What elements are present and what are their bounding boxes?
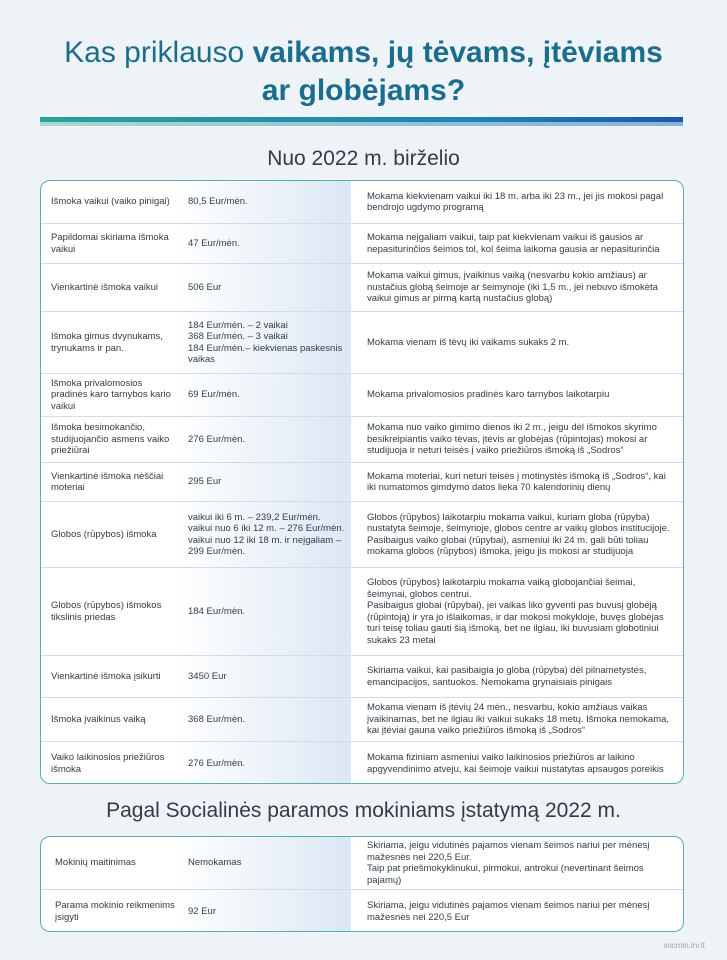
section1-heading: Nuo 2022 m. birželio [267, 147, 460, 170]
row-desc: Globos (rūpybos) laikotarpiu mokama vaikui, kuriam globa (rūpyba) nustatyta šeimoje, šeimynoje, globos centre ar vaikų globos institucijoje. Pasibaigus vaiko globai (rūpybai), asmeniui iki 24 m. gali būti toliau mokama globos (rūpybos) išmoka, jeigu jis mokosi ar studijuoja [367, 511, 670, 557]
row-name: Parama mokinio reikmenims įsigyti [55, 900, 175, 923]
row-amount: 295 Eur [188, 476, 222, 488]
row-desc: Mokama nuo vaiko gimimo dienos iki 2 m., jeigu dėl išmokos skyrimo besikreipiantis vaiko tėvas, įtėvis ar globėjas (rūpintojas) mokosi ar studijuoja ir neturi teisės į vaiko priežiūros išmoką iš „Sodros“ [367, 422, 657, 457]
page-title [0, 34, 727, 110]
row-desc: Mokama neįgaliam vaikui, taip pat kiekvienam vaikui iš gausios ar nepasiturinčios šeimos tol, kol šeima laikoma gausia ar nepasiturinčia [367, 232, 660, 255]
row-amount: Nemokamas [188, 857, 242, 869]
table-row [41, 501, 683, 567]
row-name: Globos (rūpybos) išmoka [51, 528, 157, 540]
row-amount: 276 Eur/mėn. [188, 433, 246, 445]
row-amount: 276 Eur/mėn. [188, 757, 246, 769]
row-amount: 3450 Eur [188, 670, 227, 682]
row-amount: 92 Eur [188, 905, 216, 917]
row-name: Vienkartinė išmoka įsikurti [51, 670, 161, 682]
student-support-table [40, 836, 684, 932]
row-name: Išmoka įvaikinus vaiką [51, 713, 146, 725]
row-desc: Skiriama vaikui, kai pasibaigia jo globa (rūpyba) dėl pilnametystės, emancipacijos, santuokos. Nemokama grynaisiais pinigais [367, 665, 647, 688]
table-row [41, 462, 683, 501]
row-name: Papildomai skiriama išmoka vaikui [51, 232, 169, 255]
row-name: Išmoka besimokančio, studijuojančio asmens vaiko priežiūrai [51, 422, 170, 457]
site-url: socmin.lrv.lt [663, 941, 705, 950]
row-name: Išmoka vaikui (vaiko pinigai) [51, 196, 170, 208]
row-amount: 47 Eur/mėn. [188, 237, 240, 249]
decorative-band [40, 117, 683, 126]
table-row [41, 567, 683, 655]
table-row [41, 416, 683, 462]
table-row [41, 223, 683, 263]
row-amount: 506 Eur [188, 281, 222, 293]
row-amount: 69 Eur/mėn. [188, 389, 240, 401]
row-amount: 80,5 Eur/mėn. [188, 196, 248, 208]
table-row [41, 181, 683, 223]
benefits-table [40, 180, 684, 784]
row-desc: Mokama privalomosios pradinės karo tarnybos laikotarpiu [367, 389, 610, 401]
row-name: Mokinių maitinimas [55, 857, 136, 869]
row-name: Išmoka gimus dvynukams, trynukams ir pan. [51, 331, 163, 354]
table-row [41, 889, 683, 932]
row-amount: 368 Eur/mėn. [188, 713, 246, 725]
row-amount: 184 Eur/mėn. [188, 605, 246, 617]
row-amount: 184 Eur/mėn. – 2 vaikai 368 Eur/mėn. – 3 vaikai 184 Eur/mėn.– kiekvienas paskesnis vaikas [188, 319, 343, 365]
row-desc: Mokama kiekvienam vaikui iki 18 m. arba iki 23 m., jei jis mokosi pagal bendrojo ugdymo programą [367, 190, 664, 213]
row-name: Vienkartinė išmoka vaikui [51, 281, 159, 293]
row-desc: Mokama fiziniam asmeniui vaiko laikinosios priežiūros ar laikino apgyvendinimo atveju, kai šeimoje vaikui nustatytas apsaugos poreikis [367, 752, 664, 775]
row-desc: Skiriama, jeigu vidutinės pajamos vienam šeimos nariui per mėnesį mažesnės nei 220,5 Eur [367, 900, 650, 923]
row-name: Vienkartinė išmoka nėščiai moteriai [51, 470, 164, 493]
row-name: Globos (rūpybos) išmokos tikslinis priedas [51, 600, 162, 623]
table-row [41, 741, 683, 784]
row-amount: vaikui iki 6 m. – 239,2 Eur/mėn. vaikui nuo 6 iki 12 m. – 276 Eur/mėn. vaikui nuo 12 iki 18 m. ir neįgaliam – 299 Eur/mėn. [188, 511, 345, 557]
row-name: Išmoka privalomosios pradinės karo tarnybos kario vaikui [51, 377, 171, 412]
row-desc: Globos (rūpybos) laikotarpiu mokama vaiką globojančiai šeimai, šeimynai, globos centrui. Pasibaigus globai (rūpybai), jei vaikas liko gyventi pas buvusį globėją (rūpintoją) ir yra jo išlaikomas, ir dar mokosi mokykloje, buvęs globėjas turi teisę toliau gauti šią išmoką, bet ne ilgiau, iki buvusiam globotiniui sukaks 23 metai [367, 577, 664, 646]
row-desc: Mokama vienam iš tėvų iki vaikams sukaks 2 m. [367, 336, 570, 348]
row-desc: Skiriama, jeigu vidutinės pajamos vienam šeimos nariui per mėnesį mažesnės nei 220,5 Eur. Taip pat priešmokyklinukui, pirmokui, antrokui (nevertinant šeimos pajamų) [367, 840, 650, 886]
table-row [41, 263, 683, 311]
table-row [41, 837, 683, 889]
title-bold-line2: ar globėjams? [261, 74, 466, 107]
table-row [41, 697, 683, 741]
section2-heading: Pagal Socialinės paramos mokiniams įstatymą 2022 m. [106, 799, 621, 822]
row-name: Vaiko laikinosios priežiūros išmoka [51, 752, 165, 775]
row-desc: Mokama vienam iš įtėvių 24 mėn., nesvarbu, kokio amžiaus vaikas įvaikinamas, bet ne ilgiau iki vaikui sukaks 18 metų. Išmoka nemokama, kai įtėviai gauna vaiko priežiūros išmoką iš „Sodros“ [367, 702, 670, 737]
row-desc: Mokama moteriai, kuri neturi teisės į motinystės išmoką iš „Sodros“, kai iki numatomos gimdymo datos lieka 70 kalendorinių dienų [367, 470, 666, 493]
table-row [41, 655, 683, 697]
table-row [41, 373, 683, 416]
row-desc: Mokama vaikui gimus, įvaikinus vaiką (nesvarbu kokio amžiaus) ar nustačius globą šeimoje ar šeimynoje (iki 1,5 m., jei nebuvo išmokėta vaikui gimus ar pirmą kartą nustačius globą) [367, 270, 658, 305]
table-row [41, 311, 683, 373]
title-plain: Kas priklauso [64, 36, 253, 69]
title-bold-line1: vaikams, jų tėvams, įtėviams [252, 36, 663, 69]
